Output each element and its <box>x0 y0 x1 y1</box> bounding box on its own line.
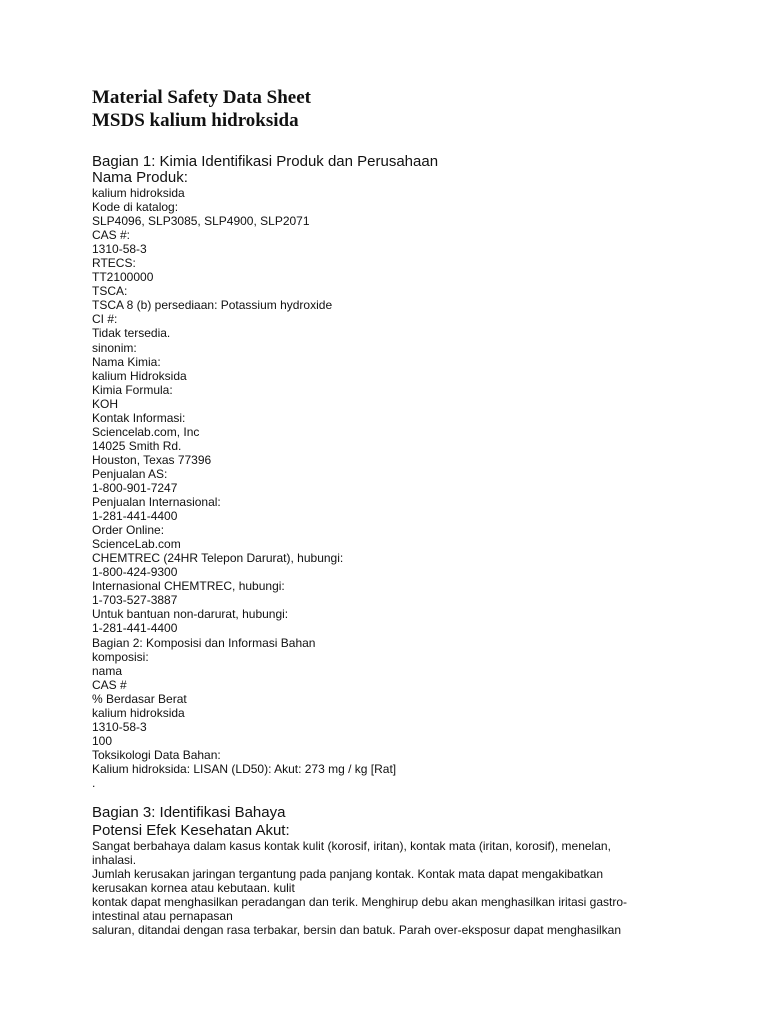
paragraph-line: Jumlah kerusakan jaringan tergantung pada panjang kontak. Kontak mata dapat mengakibatkan <box>92 867 604 882</box>
title-line-1: Material Safety Data Sheet <box>92 87 311 108</box>
section-2-line: komposisi: <box>92 649 149 664</box>
section-1-line: Tidak tersedia. <box>92 326 171 341</box>
section-1-line: RTECS: <box>92 256 136 271</box>
section-1-line: CHEMTREC (24HR Telepon Darurat), hubungi: <box>92 551 344 566</box>
section-1-lines <box>92 186 692 636</box>
section-2-line: 100 <box>92 733 113 748</box>
section-1-line: SLP4096, SLP3085, SLP4900, SLP2071 <box>92 214 310 229</box>
section-3-paragraph <box>92 839 692 937</box>
section-2-line: 1310-58-3 <box>92 719 147 734</box>
section-1-line: sinonim: <box>92 340 137 355</box>
section-1-line: kalium hidroksida <box>92 186 185 200</box>
section-1-line: CI #: <box>92 312 118 327</box>
paragraph-line: Sangat berbahaya dalam kasus kontak kulit (korosif, iritan), kontak mata (iritan, korosif), menelan, <box>92 839 611 854</box>
section-1-line: Houston, Texas 77396 <box>92 452 212 467</box>
section-1-line: Kontak Informasi: <box>92 410 186 425</box>
section-2-line: Toksikologi Data Bahan: <box>92 747 221 762</box>
document-title <box>92 86 692 132</box>
section-2-line: nama <box>92 663 123 678</box>
section-1-line: 1310-58-3 <box>92 242 147 257</box>
section-2-line: % Berdasar Berat <box>92 691 187 706</box>
product-name-label: Nama Produk: <box>92 169 188 186</box>
section-1-line: Untuk bantuan non-darurat, hubungi: <box>92 607 289 622</box>
section-1-line: CAS #: <box>92 228 131 243</box>
section-2-line: Kalium hidroksida: LISAN (LD50): Akut: 273 mg / kg [Rat] <box>92 761 397 776</box>
section-1-line: 1-703-527-3887 <box>92 593 178 608</box>
section-1-line: KOH <box>92 396 119 411</box>
paragraph-line: saluran, ditandai dengan rasa terbakar, bersin dan batuk. Parah over-eksposur dapat menghasilkan <box>92 923 622 938</box>
paragraph-line: kerusakan kornea atau kebutaan. kulit <box>92 881 295 896</box>
section-1-heading: Bagian 1: Kimia Identifikasi Produk dan Perusahaan <box>92 153 439 170</box>
section-1 <box>92 154 692 636</box>
section-1-line: Order Online: <box>92 523 165 538</box>
section-1-line: Nama Kimia: <box>92 354 161 369</box>
section-3-subheading: Potensi Efek Kesehatan Akut: <box>92 822 290 840</box>
section-1-line: ScienceLab.com <box>92 537 181 552</box>
section-2-line: CAS # <box>92 677 127 692</box>
section-1-line: Sciencelab.com, Inc <box>92 424 200 439</box>
section-1-line: kalium Hidroksida <box>92 368 187 383</box>
section-1-line: 1-281-441-4400 <box>92 621 178 636</box>
section-1-line: Kode di katalog: <box>92 200 179 215</box>
section-2-line: kalium hidroksida <box>92 705 185 720</box>
paragraph-line: kontak dapat menghasilkan peradangan dan terik. Menghirup debu akan menghasilkan iritasi gastro- <box>92 895 628 910</box>
section-3 <box>92 805 692 937</box>
section-2 <box>92 636 692 791</box>
section-1-line: 14025 Smith Rd. <box>92 438 182 453</box>
section-1-line: 1-800-424-9300 <box>92 565 178 580</box>
document-page <box>92 86 692 937</box>
title-line-2: MSDS kalium hidroksida <box>92 110 299 131</box>
paragraph-line: intestinal atau pernapasan <box>92 909 233 924</box>
section-3-heading: Bagian 3: Identifikasi Bahaya <box>92 804 286 822</box>
paragraph-line: inhalasi. <box>92 853 137 868</box>
section-1-line: 1-281-441-4400 <box>92 509 178 524</box>
section-1-line: Kimia Formula: <box>92 382 173 397</box>
section-1-line: Penjualan AS: <box>92 466 168 481</box>
section-2-heading: Bagian 2: Komposisi dan Informasi Bahan <box>92 635 316 650</box>
section-1-line: Penjualan Internasional: <box>92 495 221 510</box>
section-1-line: Internasional CHEMTREC, hubungi: <box>92 579 285 594</box>
section-1-line: TSCA 8 (b) persediaan: Potassium hydroxide <box>92 298 333 313</box>
section-1-line: TSCA: <box>92 284 128 299</box>
section-1-line: 1-800-901-7247 <box>92 480 178 495</box>
section-1-line: TT2100000 <box>92 270 154 285</box>
section-2-line: . <box>92 775 96 790</box>
